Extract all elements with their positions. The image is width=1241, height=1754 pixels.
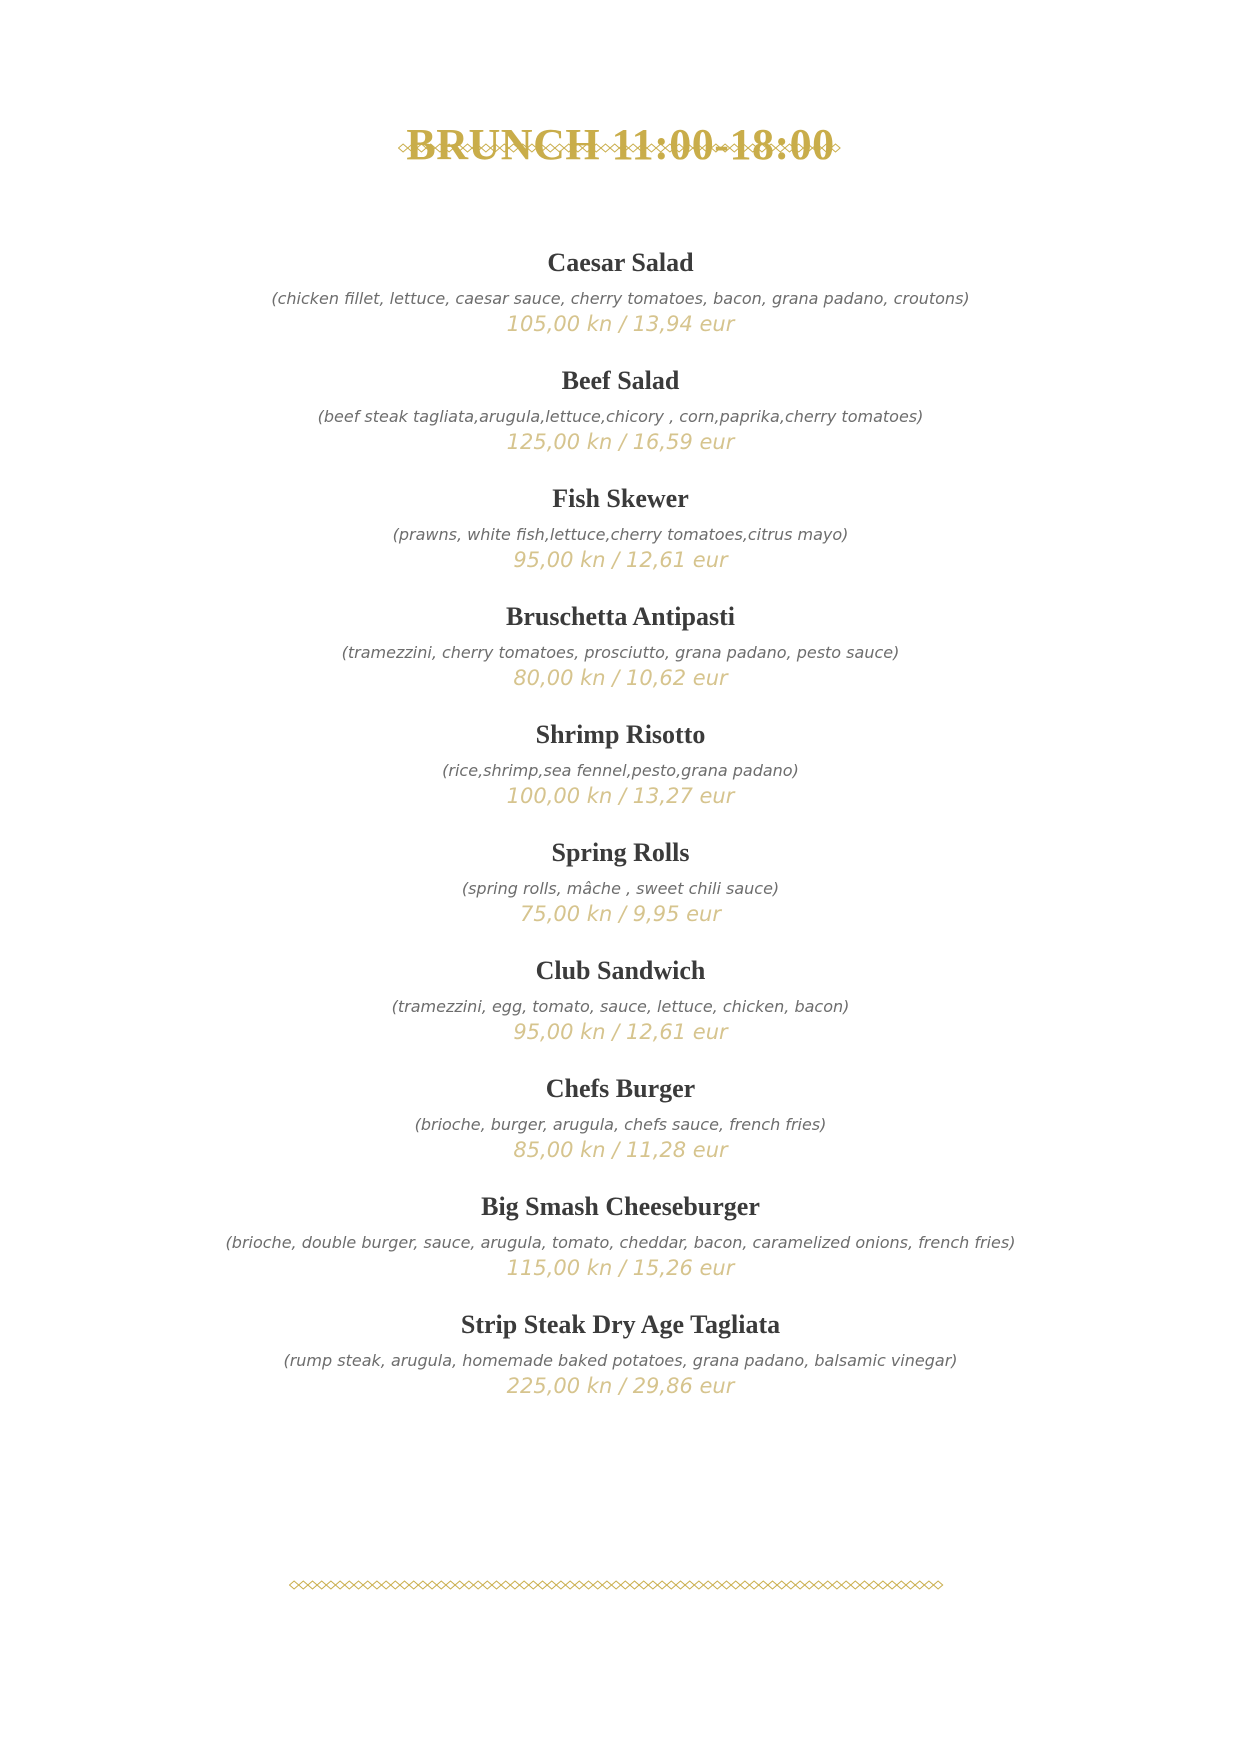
diamond-mark	[794, 144, 803, 152]
item-name: Big Smash Cheeseburger	[481, 1192, 760, 1221]
diamond-mark	[363, 1581, 372, 1589]
item-name: Bruschetta Antipasti	[506, 602, 735, 631]
diamond-mark	[426, 144, 435, 152]
diamond-mark	[399, 144, 408, 152]
diamond-mark	[382, 1581, 391, 1589]
diamond-mark	[520, 1581, 529, 1589]
diamond-ornament-bottom	[289, 1578, 952, 1592]
diamond-mark	[639, 1581, 648, 1589]
diamond-mark	[290, 1581, 299, 1589]
diamond-mark	[601, 144, 610, 152]
diamond-mark	[583, 144, 592, 152]
item-name: Shrimp Risotto	[535, 720, 706, 749]
diamond-mark	[777, 1581, 786, 1589]
diamond-mark	[619, 144, 628, 152]
diamond-mark	[555, 144, 564, 152]
diamond-mark	[372, 1581, 381, 1589]
item-description: (prawns, white fish,lettuce,cherry tomatoes,citrus mayo)	[392, 525, 849, 544]
item-name: Beef Salad	[561, 366, 680, 395]
diamond-mark	[822, 144, 831, 152]
diamond-mark	[658, 1581, 667, 1589]
diamond-mark	[491, 144, 500, 152]
diamond-mark	[454, 144, 463, 152]
diamond-mark	[500, 144, 509, 152]
diamond-mark	[345, 1581, 354, 1589]
menu-item	[0, 1306, 1241, 1424]
diamond-mark	[546, 144, 555, 152]
menu-item	[0, 952, 1241, 1070]
diamond-mark	[748, 144, 757, 152]
diamond-mark	[740, 1581, 749, 1589]
diamond-mark	[676, 1581, 685, 1589]
diamond-mark	[308, 1581, 317, 1589]
diamond-mark	[474, 1581, 483, 1589]
diamond-mark	[445, 144, 454, 152]
diamond-mark	[731, 1581, 740, 1589]
diamond-mark	[851, 1581, 860, 1589]
diamond-mark	[538, 1581, 547, 1589]
item-price: 105,00 kn / 13,94 eur	[506, 312, 735, 336]
item-description: (chicken fillet, lettuce, caesar sauce, cherry tomatoes, bacon, grana padano, croutons)	[271, 289, 970, 308]
item-price: 95,00 kn / 12,61 eur	[513, 548, 728, 572]
diamond-mark	[592, 144, 601, 152]
diamond-mark	[722, 1581, 731, 1589]
item-price: 125,00 kn / 16,59 eur	[506, 430, 735, 454]
diamond-mark	[409, 1581, 418, 1589]
item-name: Caesar Salad	[547, 248, 694, 277]
diamond-mark	[518, 144, 527, 152]
item-description: (tramezzini, egg, tomato, sauce, lettuce, chicken, bacon)	[391, 997, 850, 1016]
diamond-mark	[665, 144, 674, 152]
diamond-mark	[915, 1581, 924, 1589]
diamond-mark	[906, 1581, 915, 1589]
diamond-mark	[354, 1581, 363, 1589]
item-price: 80,00 kn / 10,62 eur	[513, 666, 728, 690]
item-name: Strip Steak Dry Age Tagliata	[460, 1310, 781, 1339]
diamond-mark	[584, 1581, 593, 1589]
diamond-mark	[573, 144, 582, 152]
item-price: 225,00 kn / 29,86 eur	[506, 1374, 735, 1398]
diamond-mark	[455, 1581, 464, 1589]
diamond-mark	[750, 1581, 759, 1589]
diamond-mark	[675, 144, 684, 152]
menu-list	[0, 244, 1241, 1424]
diamond-mark	[685, 1581, 694, 1589]
diamond-mark	[684, 144, 693, 152]
diamond-mark	[730, 144, 739, 152]
diamond-mark	[739, 144, 748, 152]
item-price: 95,00 kn / 12,61 eur	[513, 1020, 728, 1044]
item-price: 75,00 kn / 9,95 eur	[520, 902, 721, 926]
diamond-mark	[648, 1581, 657, 1589]
diamond-mark	[888, 1581, 897, 1589]
diamond-mark	[721, 144, 730, 152]
diamond-mark	[757, 144, 766, 152]
diamond-mark	[713, 1581, 722, 1589]
item-description: (spring rolls, mâche , sweet chili sauce)	[461, 879, 780, 898]
diamond-mark	[768, 1581, 777, 1589]
item-description: (brioche, burger, arugula, chefs sauce, french fries)	[414, 1115, 827, 1134]
diamond-mark	[510, 1581, 519, 1589]
diamond-mark	[667, 1581, 676, 1589]
diamond-mark	[629, 144, 638, 152]
diamond-mark	[602, 1581, 611, 1589]
item-name: Chefs Burger	[545, 1074, 696, 1103]
page-title: BRUNCH 11:00-18:00	[406, 120, 835, 170]
diamond-mark	[612, 1581, 621, 1589]
menu-item	[0, 1070, 1241, 1188]
diamond-mark	[446, 1581, 455, 1589]
diamond-mark	[593, 1581, 602, 1589]
diamond-mark	[814, 1581, 823, 1589]
diamond-mark	[547, 1581, 556, 1589]
diamond-mark	[501, 1581, 510, 1589]
diamond-mark	[481, 144, 490, 152]
diamond-mark	[934, 1581, 943, 1589]
item-description: (rump steak, arugula, homemade baked potatoes, grana padano, balsamic vinegar)	[283, 1351, 958, 1370]
diamond-mark	[805, 1581, 814, 1589]
diamond-mark	[630, 1581, 639, 1589]
diamond-mark	[702, 144, 711, 152]
diamond-mark	[869, 1581, 878, 1589]
diamond-mark	[418, 1581, 427, 1589]
diamond-mark	[759, 1581, 768, 1589]
diamond-mark	[463, 144, 472, 152]
diamond-mark	[575, 1581, 584, 1589]
item-name: Spring Rolls	[551, 838, 690, 867]
item-price: 100,00 kn / 13,27 eur	[506, 784, 735, 808]
diamond-mark	[656, 144, 665, 152]
diamond-mark	[786, 1581, 795, 1589]
diamond-mark	[391, 1581, 400, 1589]
menu-item	[0, 834, 1241, 952]
item-description: (brioche, double burger, sauce, arugula, tomato, cheddar, bacon, caramelized onions, french fries)	[225, 1233, 1016, 1252]
diamond-mark	[529, 1581, 538, 1589]
diamond-mark	[832, 1581, 841, 1589]
item-name: Fish Skewer	[552, 484, 689, 513]
diamond-mark	[776, 144, 785, 152]
diamond-mark	[924, 1581, 933, 1589]
item-price: 85,00 kn / 11,28 eur	[513, 1138, 728, 1162]
diamond-mark	[823, 1581, 832, 1589]
diamond-mark	[842, 1581, 851, 1589]
diamond-mark	[509, 144, 518, 152]
diamond-mark	[813, 144, 822, 152]
diamond-mark	[492, 1581, 501, 1589]
diamond-mark	[464, 1581, 473, 1589]
diamond-mark	[472, 144, 481, 152]
diamond-ornament-top	[398, 141, 844, 155]
diamond-mark	[694, 1581, 703, 1589]
diamond-mark	[483, 1581, 492, 1589]
diamond-mark	[408, 144, 417, 152]
diamond-mark	[317, 1581, 326, 1589]
item-price: 115,00 kn / 15,26 eur	[506, 1256, 735, 1280]
diamond-mark	[336, 1581, 345, 1589]
menu-item	[0, 480, 1241, 598]
diamond-mark	[711, 144, 720, 152]
diamond-mark	[878, 1581, 887, 1589]
diamond-mark	[564, 144, 573, 152]
menu-item	[0, 1188, 1241, 1306]
diamond-mark	[435, 144, 444, 152]
diamond-mark	[897, 1581, 906, 1589]
diamond-mark	[556, 1581, 565, 1589]
diamond-mark	[566, 1581, 575, 1589]
menu-item	[0, 716, 1241, 834]
diamond-mark	[400, 1581, 409, 1589]
diamond-mark	[417, 144, 426, 152]
diamond-mark	[610, 144, 619, 152]
diamond-mark	[299, 1581, 308, 1589]
item-description: (tramezzini, cherry tomatoes, prosciutto, grana padano, pesto sauce)	[341, 643, 900, 662]
diamond-mark	[527, 144, 536, 152]
diamond-mark	[704, 1581, 713, 1589]
diamond-mark	[647, 144, 656, 152]
menu-item	[0, 598, 1241, 716]
diamond-mark	[785, 144, 794, 152]
diamond-mark	[693, 144, 702, 152]
diamond-mark	[326, 1581, 335, 1589]
menu-item	[0, 362, 1241, 480]
diamond-mark	[860, 1581, 869, 1589]
menu-item	[0, 244, 1241, 362]
diamond-mark	[803, 144, 812, 152]
diamond-mark	[831, 144, 840, 152]
diamond-mark	[767, 144, 776, 152]
item-name: Club Sandwich	[535, 956, 706, 985]
diamond-mark	[638, 144, 647, 152]
item-description: (beef steak tagliata,arugula,lettuce,chicory , corn,paprika,cherry tomatoes)	[317, 407, 924, 426]
item-description: (rice,shrimp,sea fennel,pesto,grana padano)	[442, 761, 799, 780]
diamond-mark	[428, 1581, 437, 1589]
diamond-mark	[437, 1581, 446, 1589]
diamond-mark	[621, 1581, 630, 1589]
diamond-mark	[796, 1581, 805, 1589]
diamond-mark	[537, 144, 546, 152]
